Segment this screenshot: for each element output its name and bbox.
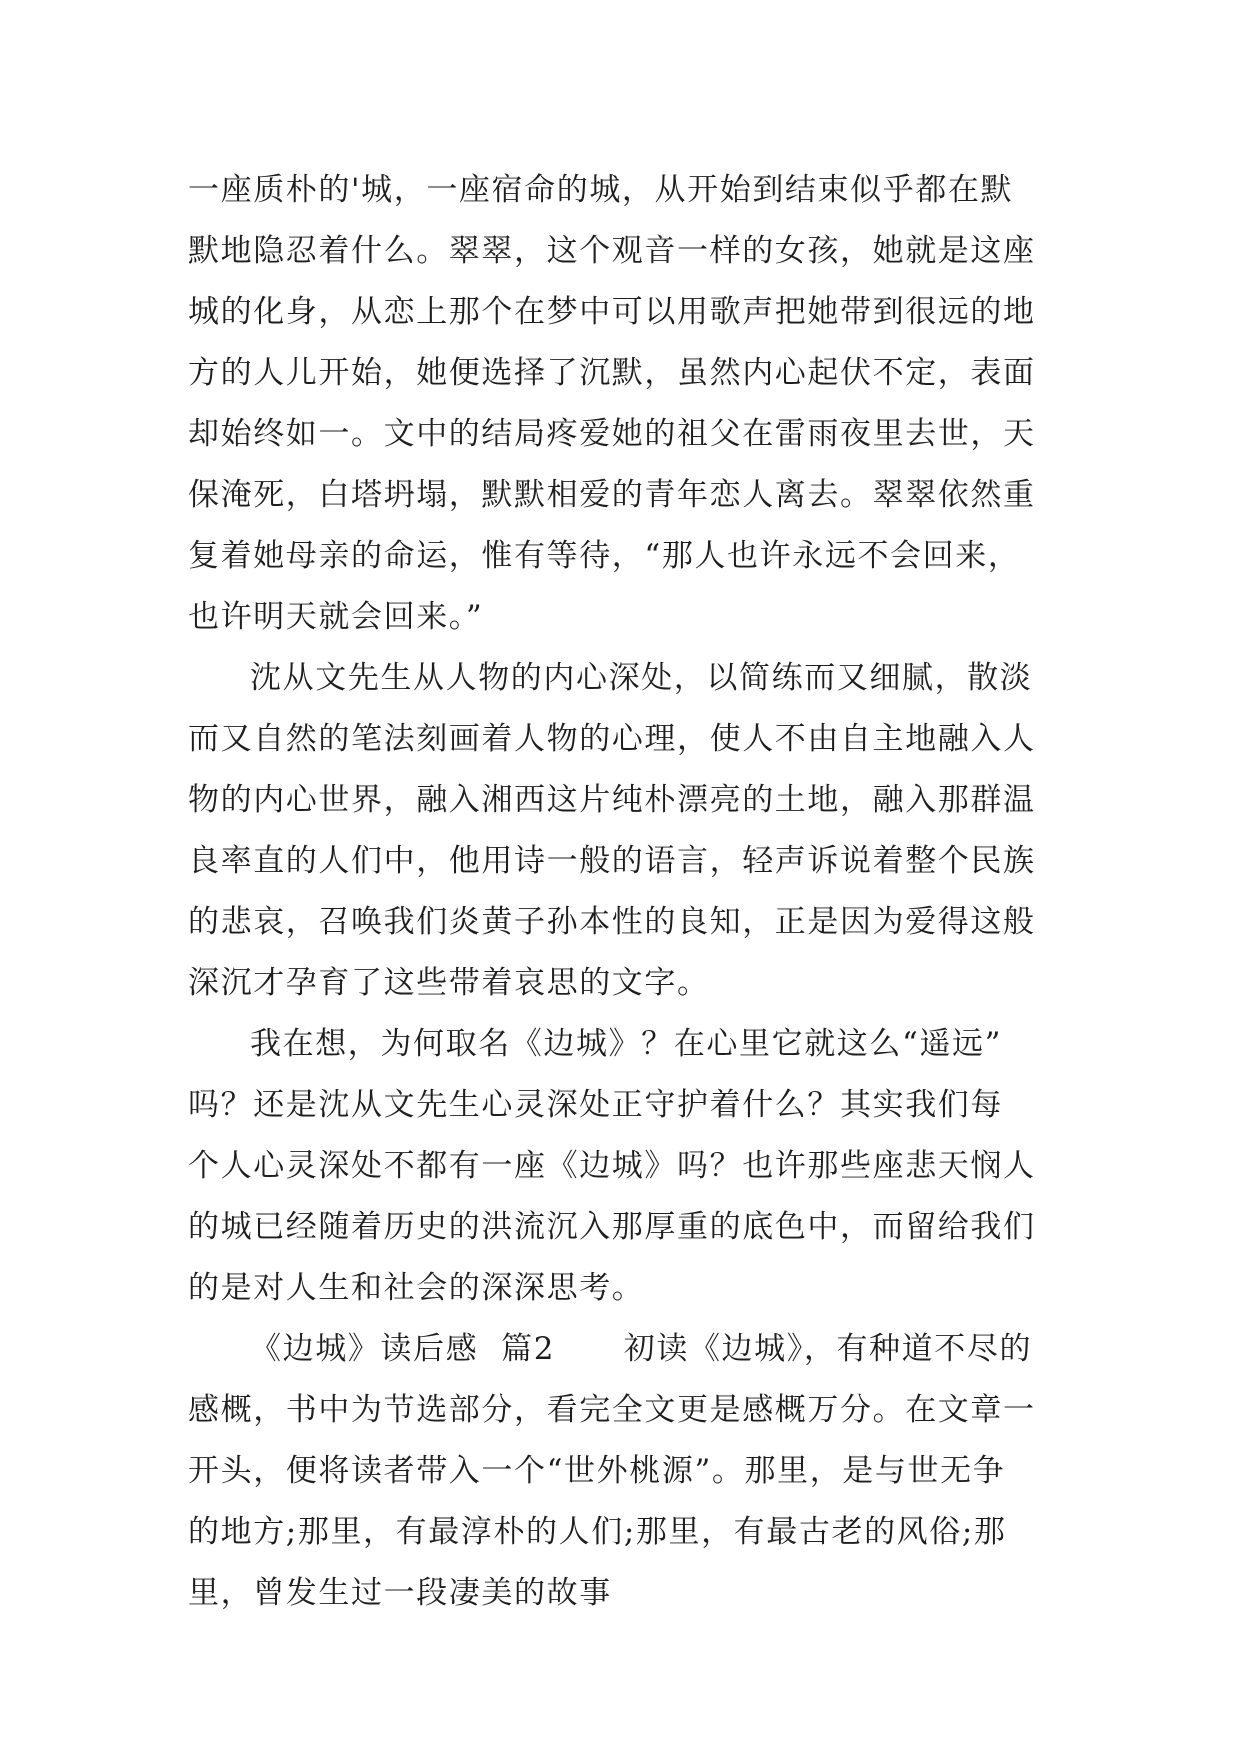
text-line: 感概，书中为节选部分，看完全文更是感概万分。在文章一 <box>188 1392 1036 1428</box>
text-line: 的城已经随着历史的洪流沉入那厚重的底色中，而留给我们 <box>188 1209 1036 1245</box>
text-line: 城的化身，从恋上那个在梦中可以用歌声把她带到很远的地 <box>188 294 1036 330</box>
text-line: 一座质朴的'城，一座宿命的城，从开始到结束似乎都在默 <box>188 172 1014 208</box>
text-line: 也许明天就会回来。” <box>188 599 484 635</box>
text-line: 默地隐忍着什么。翠翠，这个观音一样的女孩，她就是这座 <box>188 233 1036 269</box>
section-heading-line: 《边城》读后感 篇2 初读《边城》，有种道不尽的 <box>250 1331 1033 1367</box>
text-line: 复着她母亲的命运，惟有等待，“那人也许永远不会回来， <box>188 538 1021 574</box>
text-line: 开头，便将读者带入一个“世外桃源”。那里，是与世无争 <box>188 1453 1006 1489</box>
text-line: 个人心灵深处不都有一座《边城》吗？也许那些座悲天悯人 <box>188 1148 1036 1184</box>
text-line: 方的人儿开始，她便选择了沉默，虽然内心起伏不定，表面 <box>188 355 1036 391</box>
text-line: 的悲哀，召唤我们炎黄子孙本性的良知，正是因为爱得这般 <box>188 904 1036 940</box>
text-line: 吗？还是沈从文先生心灵深处正守护着什么？其实我们每 <box>188 1087 1003 1123</box>
text-line: 而又自然的笔法刻画着人物的心理，使人不由自主地融入人 <box>188 721 1036 757</box>
document-body <box>188 160 1068 1624</box>
text-line: 保淹死，白塔坍塌，默默相爱的青年恋人离去。翠翠依然重 <box>188 477 1036 513</box>
paragraph-start-line: 沈从文先生从人物的内心深处，以简练而又细腻，散淡 <box>250 660 1033 696</box>
text-line: 深沉才孕育了这些带着哀思的文字。 <box>188 965 710 1001</box>
text-line: 却始终如一。文中的结局疼爱她的祖父在雷雨夜里去世，天 <box>188 416 1036 452</box>
text-line: 良率直的人们中，他用诗一般的语言，轻声诉说着整个民族 <box>188 843 1036 879</box>
text-line: 的地方;那里，有最淳朴的人们;那里，有最古老的风俗;那 <box>188 1514 1007 1550</box>
paragraph-start-line: 我在想，为何取名《边城》？在心里它就这么“遥远” <box>250 1026 1003 1062</box>
text-line: 物的内心世界，融入湘西这片纯朴漂亮的土地，融入那群温 <box>188 782 1036 818</box>
text-line: 里，曾发生过一段凄美的故事 <box>188 1575 612 1611</box>
text-line: 的是对人生和社会的深深思考。 <box>188 1270 645 1306</box>
